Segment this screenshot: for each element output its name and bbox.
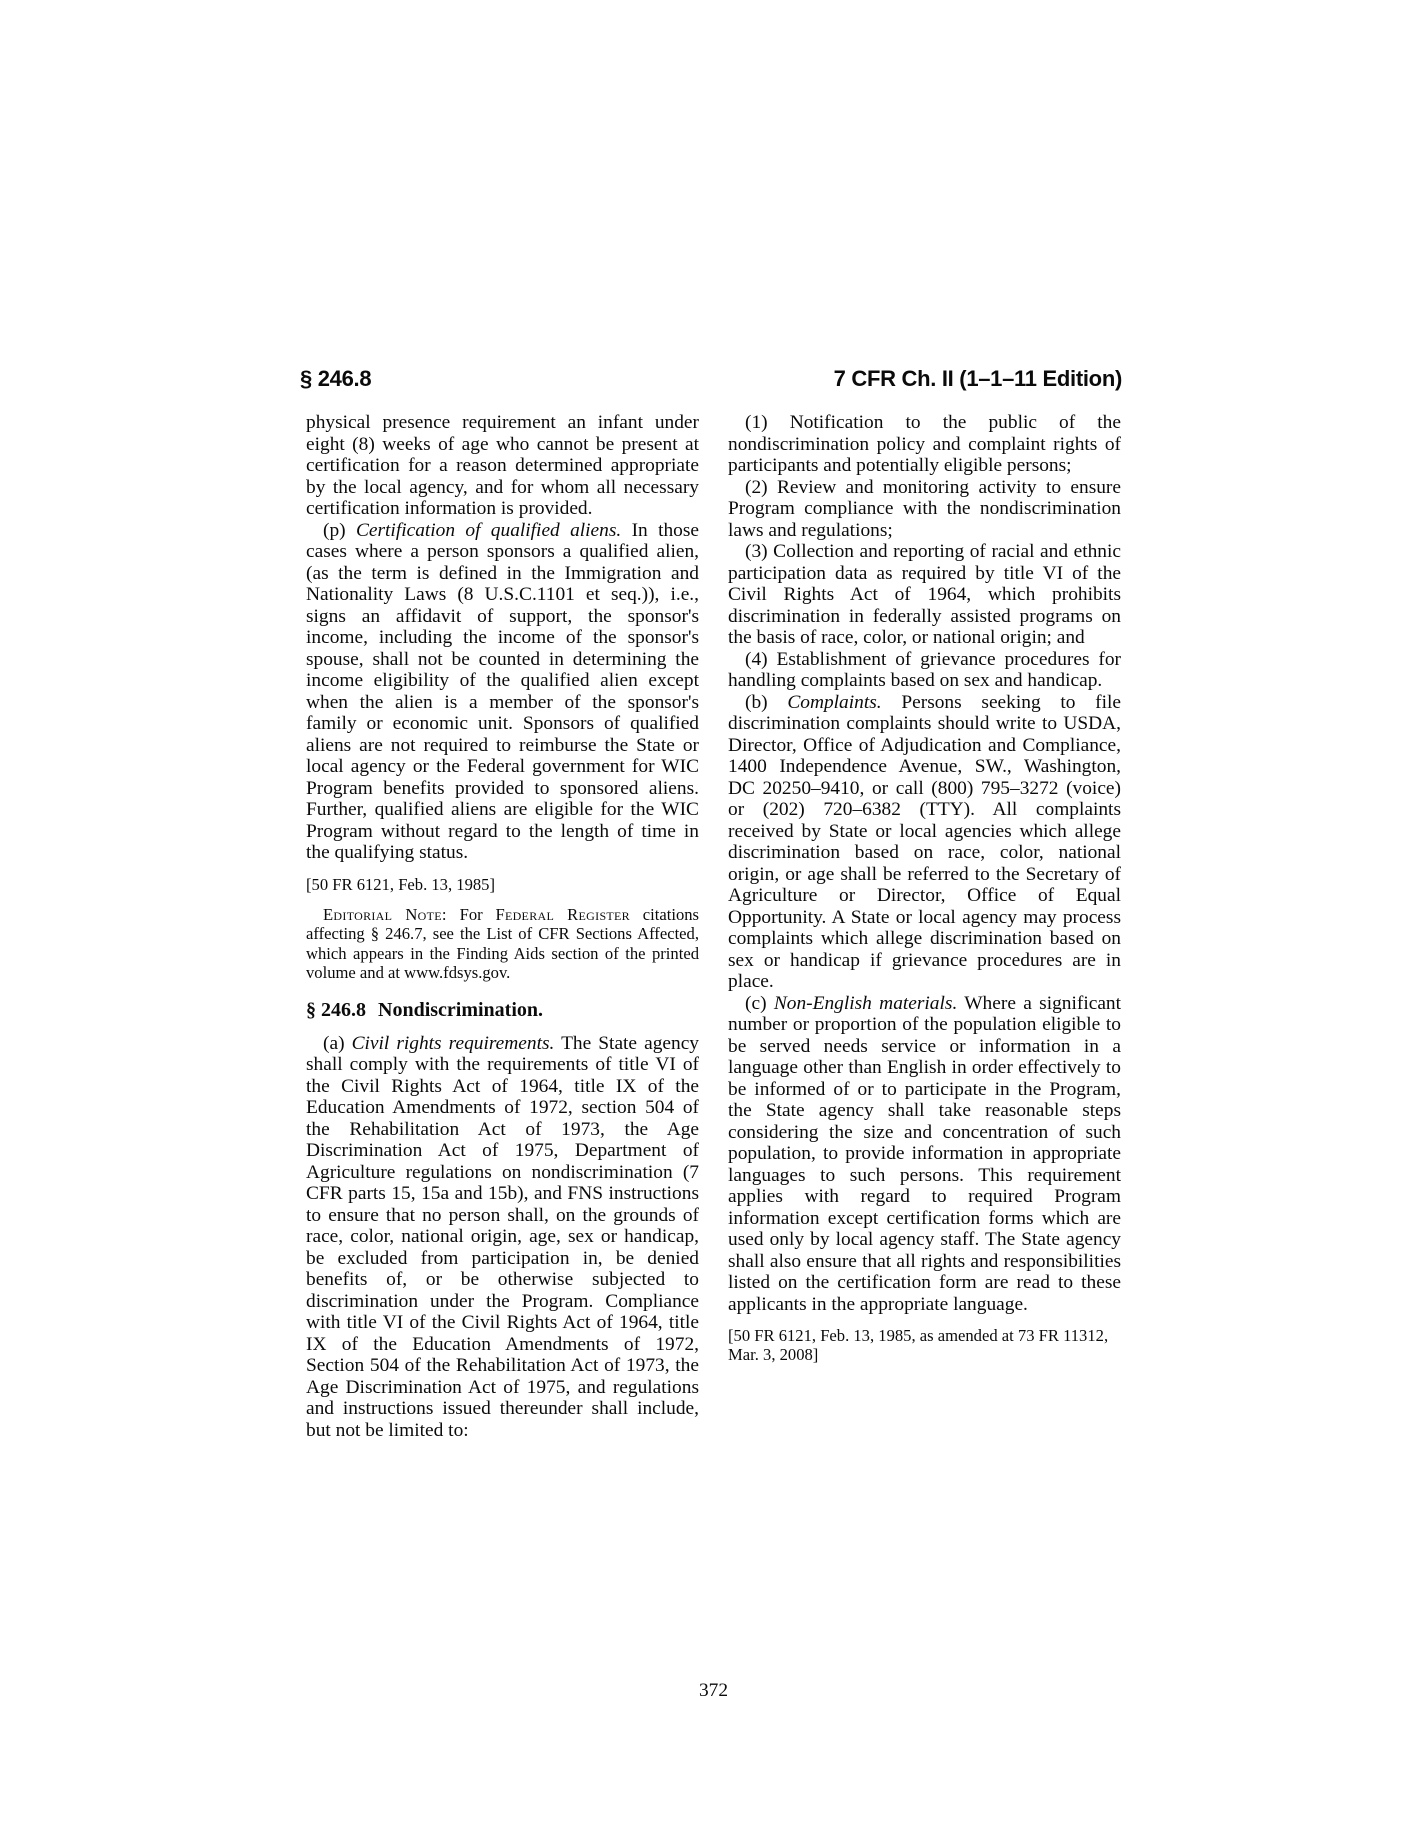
citation: [50 FR 6121, Feb. 13, 1985]: [306, 874, 495, 894]
running-head-section-number: § 246.8: [300, 366, 372, 391]
paragraph: (b) Complaints. Persons seeking to file discrimination complaints should write to USDA, Director, Office of Adjudication and Compliance, 1400 Independence Avenue, SW., Washington, DC 20250–9410, or call (800) 795–3272 (voice) or (202) 720–6382 (TTY). All complaints received by State or local agencies which allege discrimination based on race, color, national origin, or age shall be referred to the Secretary of Agriculture or Director, Office of Equal Opportunity. A State or local agency may process complaints which allege discrimination based on sex or handicap if grievance procedures are in place.: [728, 691, 1121, 992]
citation: [50 FR 6121, Feb. 13, 1985, as amended at 73 FR 11312, Mar. 3, 2008]: [728, 1326, 1109, 1364]
paragraph: (4) Establishment of grievance procedures for handling complaints based on sex and handicap.: [728, 648, 1121, 691]
left-text-column: [306, 412, 699, 1441]
paragraph: (a) Civil rights requirements. The State agency shall comply with the requirements of title VI of the Civil Rights Act of 1964, title IX of the Education Amendments of 1972, section 504 of the Rehabilitation Act of 1973, the Age Discrimination Act of 1975, Department of Agriculture regulations on nondiscrimination (7 CFR parts 15, 15a and 15b), and FNS instructions to ensure that no person shall, on the grounds of race, color, national origin, age, sex or handicap, be excluded from participation in, be denied benefits of, or be otherwise subjected to discrimination under the Program. Compliance with title VI of the Civil Rights Act of 1964, title IX of the Education Amendments of 1972, Section 504 of the Rehabilitation Act of 1973, the Age Discrimination Act of 1975, and regulations and instructions issued thereunder shall include, but not be limited to:: [306, 1032, 699, 1441]
paragraph: (2) Review and monitoring activity to ensure Program compliance with the nondiscrimination laws and regulations;: [728, 476, 1121, 541]
page-number: 372: [698, 1680, 729, 1701]
right-text-column: [728, 412, 1121, 1375]
paragraph: physical presence requirement an infant under eight (8) weeks of age who cannot be present at certification for a reason determined appropriate by the local agency, and for whom all necessary certification information is provided.: [306, 412, 699, 519]
paragraph: (p) Certification of qualified aliens. In those cases where a person sponsors a qualified alien, (as the term is defined in the Immigration and Nationality Laws (8 U.S.C.1101 et seq.)), i.e., signs an affidavit of support, the sponsor's income, including the income of the sponsor's spouse, shall not be counted in determining the income eligibility of the qualified alien except when the alien is a member of the sponsor's family or economic unit. Sponsors of qualified aliens are not required to reimburse the State or local agency or the Federal government for WIC Program benefits provided to sponsored aliens. Further, qualified aliens are eligible for the WIC Program without regard to the length of time in the qualifying status.: [306, 519, 699, 863]
running-head-edition: 7 CFR Ch. II (1–1–11 Edition): [833, 366, 1122, 391]
paragraph: (c) Non-English materials. Where a significant number or proportion of the population eligible to be served needs service or information in a language other than English in order effectively to be informed of or to participate in the Program, the State agency shall take reasonable steps considering the size and concentration of such population, to provide information in appropriate languages to such persons. This requirement applies with regard to required Program information except certification forms which are used only by local agency staff. The State agency shall also ensure that all rights and responsibilities listed on the certification form are read to these applicants in the appropriate language.: [728, 992, 1122, 1315]
editorial-note: Editorial Note: For Federal Register citations affecting § 246.7, see the List of CFR Sections Affected, which appears in the Finding Aids section of the printed volume and at www.fdsys.gov.: [306, 904, 699, 982]
paragraph: (3) Collection and reporting of racial and ethnic participation data as required by title VI of the Civil Rights Act of 1964, which prohibits discrimination in federally assisted programs on the basis of race, color, or national origin; and: [728, 541, 1121, 648]
paragraph: (1) Notification to the public of the nondiscrimination policy and complaint rights of participants and potentially eligible persons;: [728, 412, 1121, 476]
section-heading: § 246.8 Nondiscrimination.: [306, 998, 544, 1021]
